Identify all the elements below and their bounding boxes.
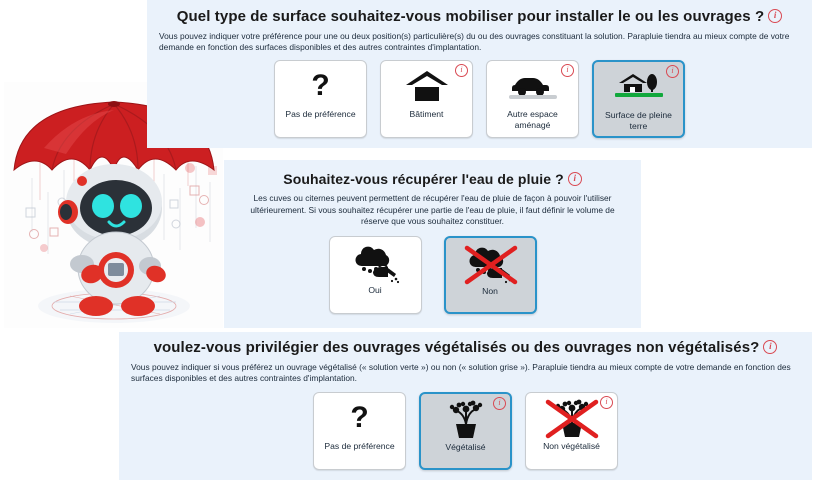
option-card-vegetalise[interactable] <box>419 392 512 470</box>
info-icon[interactable] <box>561 64 574 77</box>
option-card-batiment[interactable] <box>380 60 473 138</box>
option-label: Oui <box>368 284 382 295</box>
option-card-pas-de-preference-veg[interactable] <box>313 392 406 470</box>
page-title-rainwater <box>224 160 641 188</box>
info-icon[interactable] <box>568 172 582 186</box>
info-icon[interactable] <box>600 396 613 409</box>
rain-cloud-watering-can-icon <box>330 239 421 285</box>
option-card-group-surface <box>147 60 812 138</box>
question-title-text: Quel type de surface souhaitez-vous mobiliser pour installer le ou les ouvrages ? <box>176 8 765 25</box>
info-icon[interactable] <box>763 340 777 354</box>
option-card-oui[interactable] <box>329 236 422 314</box>
option-label: Bâtiment <box>409 109 444 119</box>
option-label: Autre espace aménagé <box>507 109 558 130</box>
question-description-rainwater: Les cuves ou citernes peuvent permettent de récupérer l'eau de pluie de façon à pouvoir l'utiliser ultérieurement. Si vous souhaitez récupérer une partie de l'eau de pluie, il faut définir le volume de réserve que vous souhaitez constituer. <box>250 193 615 226</box>
option-label: Non végétalisé <box>543 441 600 451</box>
question-title-text: Souhaitez-vous récupérer l'eau de pluie ? <box>283 171 564 187</box>
page-title-vegetalise <box>119 332 812 357</box>
option-card-non-vegetalise[interactable] <box>525 392 618 470</box>
question-panel-vegetalise <box>119 332 812 480</box>
option-label: Non <box>482 285 498 296</box>
option-label: Végétalisé <box>445 442 486 452</box>
option-label: Surface de pleine terre <box>605 110 672 131</box>
option-card-pas-de-preference[interactable] <box>274 60 367 138</box>
option-card-non[interactable] <box>444 236 537 314</box>
question-description-vegetalise: Vous pouvez indiquer si vous préférez un ouvrage végétalisé (« solution verte ») ou non (« solution grise »). Parapluie tiendra au mieux compte de votre demande en fonction des surfaces disponibles et des autres contraintes d'implantation. <box>131 362 791 383</box>
option-card-group-vegetalise <box>119 392 812 470</box>
page-title-surface <box>147 0 812 26</box>
option-card-surface-de-pleine-terre[interactable] <box>592 60 685 138</box>
info-icon[interactable] <box>768 9 782 23</box>
info-icon[interactable] <box>493 397 506 410</box>
question-mark-icon: ? <box>311 69 330 102</box>
question-title-text: voulez-vous privilégier des ouvrages végétalisés ou des ouvrages non végétalisés? <box>153 339 760 356</box>
option-label: Pas de préférence <box>285 109 356 119</box>
option-card-autre-espace-amenage[interactable] <box>486 60 579 138</box>
question-mark-icon: ? <box>350 401 369 434</box>
info-icon[interactable] <box>666 65 679 78</box>
rain-cloud-watering-can-crossed-icon <box>446 240 535 286</box>
option-card-group-rainwater <box>224 236 641 314</box>
question-description-surface: Vous pouvez indiquer votre préférence pour une ou deux position(s) particulière(s) du ou des ouvrages constituant la solution. Parapluie tiendra au mieux compte de votre demande en fonction des surfaces disponibles et des autres contraintes d'implantation. <box>159 31 790 52</box>
info-icon[interactable] <box>455 64 468 77</box>
question-panel-surface <box>147 0 812 148</box>
question-panel-rainwater <box>224 160 641 328</box>
option-label: Pas de préférence <box>324 441 395 451</box>
